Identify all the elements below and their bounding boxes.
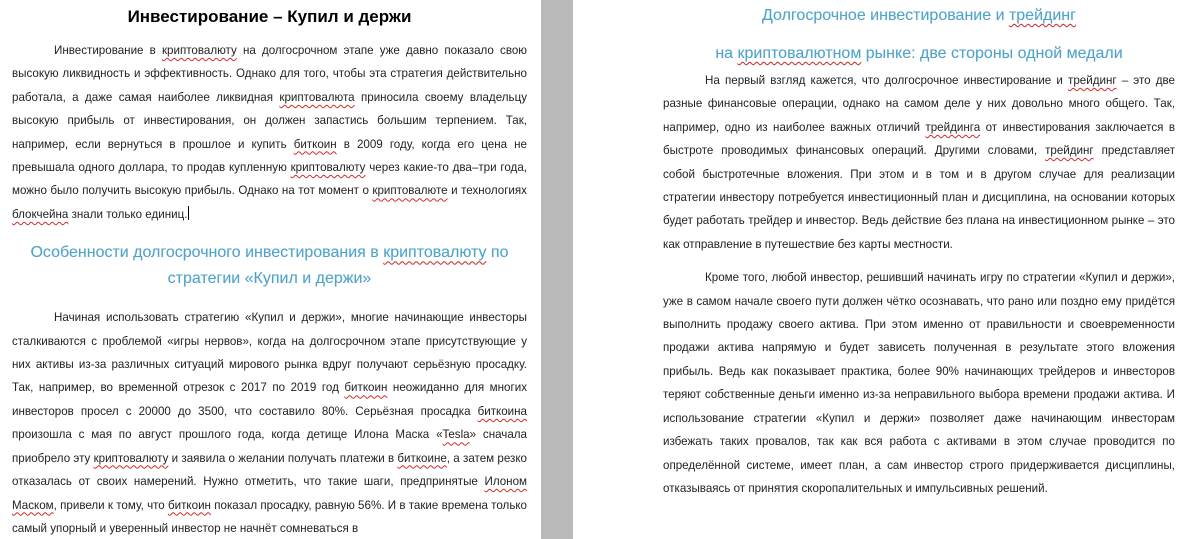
spellcheck-word[interactable]: трейдинг xyxy=(1068,74,1117,87)
section-heading-line-1: Долгосрочное инвестирование и трейдинг xyxy=(762,7,1076,24)
spellcheck-word[interactable]: криптовалютном xyxy=(737,45,862,62)
spellcheck-word[interactable]: биткоин xyxy=(293,137,337,151)
spellcheck-word[interactable]: криптовалюту xyxy=(383,244,487,262)
spellcheck-word[interactable]: трейдинг xyxy=(1008,7,1076,24)
page-title: Инвестирование – Купил и держи xyxy=(127,7,412,26)
spellcheck-word[interactable]: Маском xyxy=(12,498,54,512)
spellcheck-word[interactable]: трейдинг xyxy=(1045,144,1094,158)
spellcheck-word[interactable]: биткоина xyxy=(477,404,527,418)
paragraph-strategy[interactable]: Начиная использовать стратегию «Купил и держи», многие начинающие инвесторы сталкиваются с проблемой «игры нервов», когда на долгосрочном этапе присутствующие у них активы из-за различных ситуаций мирового рынка вдруг получают серьёзную просадку. Так, например, во временной отрезок с 2017 по 2019 год биткоин неожиданно для многих инвесторов просел с 20000 до 3500, что составило 80%. Серьёзная просадка биткоина произошла с мая по август прошлого года, когда детище Илона Маска «Tesla» сначала приобрело эту криптовалюту и заявила о желании получать платежи в биткоине, а затем резко отказалась от своих намерений. Нужно отметить, что такие шаги, предпринятые Илоном Маском, привели к тому, что биткоин показал просадку, равную 56%. И в такие времена только самый упорный и уверенный инвестор не начнёт сомневаться в xyxy=(12,311,528,535)
spellcheck-word[interactable]: биткоине xyxy=(397,451,447,465)
spellcheck-word[interactable]: трейдинга xyxy=(925,120,981,134)
document-page-right[interactable] xyxy=(573,0,1189,539)
text-cursor xyxy=(188,206,189,220)
paragraph-intro[interactable]: Инвестирование в криптовалюту на долгосрочном этапе уже давно показало свою высокую ликвидность и эффективность. Однако для того, чтобы эта стратегия действительно работала, а даже самая наиболее ликвидная криптовалюта приносила своему владельцу высокую прибыль от инвестирования, он должен запастись большим терпением. Так, например, если вернуться в прошлое и купить биткоин в 2009 году, когда его цена не превышала одного доллара, то продав купленную криптовалюту через какие-то два–три года, можно было получить высокую прибыль. Однако на тот момент о криптовалюте и технологиях блокчейна знали только единиц. xyxy=(12,44,528,221)
spellcheck-word[interactable]: криптовалюту xyxy=(290,161,366,175)
spellcheck-word[interactable]: криптовалюту xyxy=(93,451,169,465)
paragraph-selling[interactable]: Кроме того, любой инвестор, решивший начинать игру по стратегии «Купил и держи», уже в самом начале своего пути должен чётко осознавать, что рано или поздно ему придётся выполнить продажу своего актива. При этом именно от правильности и своевременности продажи актива напрямую и будет зависеть полученная в результате этого вложения прибыль. Ведь как показывает практика, более 90% начинающих трейдеров и инвесторов теряют собственные деньги именно из-за неправильного выбора времени продажи актива. И использование стратегии «Купил и держи» позволяет даже начинающим инвесторам избежать таких провалов, так как вся работа с активами в этом случае проводится по определённой системе, имеет план, а сам инвестор строго придерживается дисциплины, отказываясь от принятия скоропалительных и импульсивных решений. xyxy=(663,271,1175,495)
spellcheck-word[interactable]: Tesla xyxy=(442,428,470,442)
spellcheck-word[interactable]: биткоин xyxy=(344,381,388,395)
spellcheck-word[interactable]: блокчейна xyxy=(12,207,69,221)
section-heading-line-2: на криптовалютном рынке: две стороны одной медали xyxy=(715,45,1123,62)
section-heading-line-2: стратегии «Купил и держи» xyxy=(167,270,372,288)
paragraph-trading[interactable]: На первый взгляд кажется, что долгосрочное инвестирование и трейдинг – это две разные финансовые операции, однако на самом деле у них довольно много общего. Так, например, одно из наиболее важных отличий трейдинга от инвестирования заключается в быстроте проводимых финансовых операций. Другими словами, трейдинг представляет собой быстротечные вложения. При этом и в том и в другом случае для реализации стратегии инвестору потребуется инвестиционный план и дисциплина, на основании которых будет работать трейдер и инвестор. Ведь действие без плана на инвестиционном рынке – это как отправление в путешествие без карты местности. xyxy=(663,74,1175,251)
spellcheck-word[interactable]: Илоном xyxy=(484,475,527,489)
section-heading-line-1: Особенности долгосрочного инвестирования в криптовалюту по xyxy=(30,244,509,262)
spellcheck-word[interactable]: криптовалюту xyxy=(161,44,237,57)
spellcheck-word[interactable]: криптовалюта xyxy=(279,90,355,104)
spellcheck-word[interactable]: биткоин xyxy=(168,498,211,512)
spellcheck-word[interactable]: криптовалюте xyxy=(372,184,448,198)
document-page-left[interactable] xyxy=(0,0,541,539)
